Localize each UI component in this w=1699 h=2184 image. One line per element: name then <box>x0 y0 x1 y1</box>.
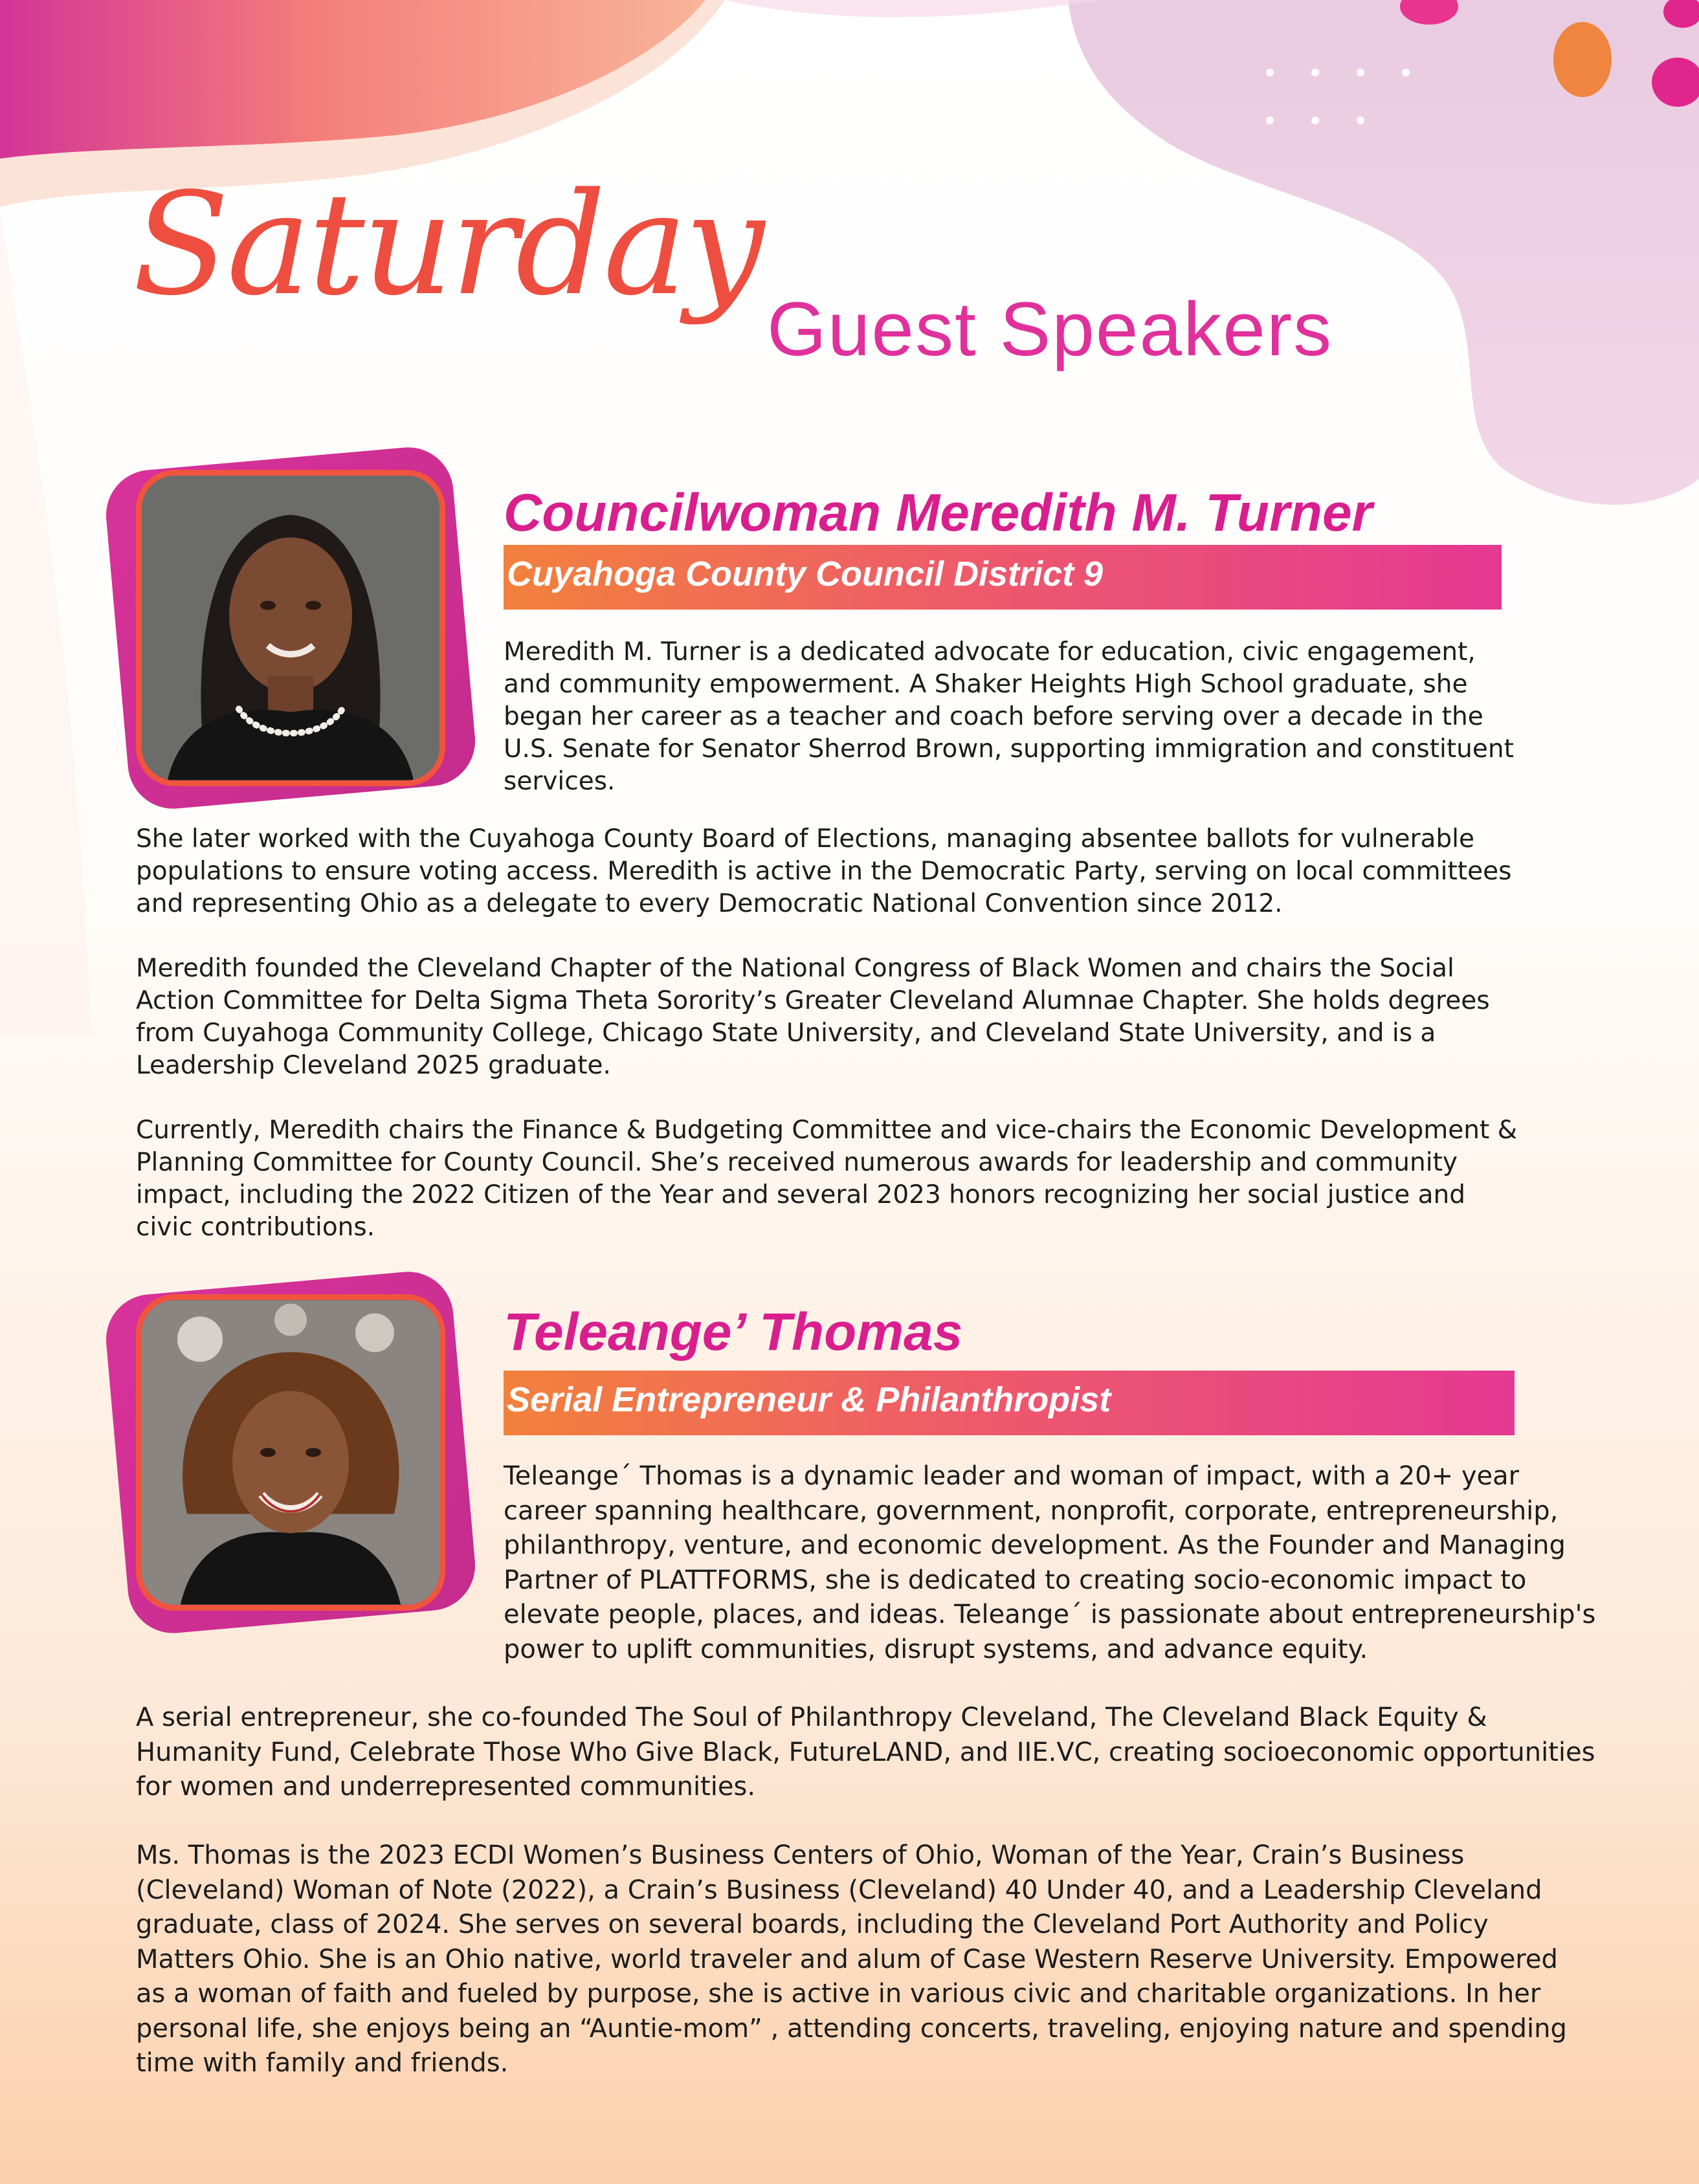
portrait-photo-icon <box>142 1300 439 1605</box>
speaker-role: Serial Entrepreneur & Philanthropist <box>507 1380 1111 1419</box>
text-line: populations to ensure voting access. Meredith is active in the Democratic Party, serving on local committees <box>136 857 1512 886</box>
text-line: philanthropy, venture, and economic development. As the Founder and Managing <box>504 1530 1566 1560</box>
text-line: Humanity Fund, Celebrate Those Who Give Black, FutureLAND, and IIE.VC, creating socioeconomic opportunities <box>136 1737 1595 1767</box>
speaker-role: Cuyahoga County Council District 9 <box>507 555 1104 593</box>
text-line: elevate people, places, and ideas. Teleange´ is passionate about entrepreneurship's <box>504 1600 1596 1629</box>
text-line: from Cuyahoga Community College, Chicago State University, and Cleveland State University, and is a <box>136 1019 1436 1048</box>
text-line: began her career as a teacher and coach before serving over a decade in the <box>504 702 1483 731</box>
text-line: personal life, she enjoys being an “Auntie-mom” , attending concerts, traveling, enjoying nature and spending <box>136 2013 1567 2044</box>
speaker-role-banner <box>504 1371 1515 1435</box>
bio-paragraph <box>136 1701 1595 1805</box>
title-script: Saturday <box>133 163 762 327</box>
text-line: and community empowerment. A Shaker Heights High School graduate, she <box>504 670 1468 699</box>
text-line: Meredith founded the Cleveland Chapter of the National Congress of Black Women and chairs the Social <box>136 954 1454 983</box>
text-line: Planning Committee for County Council. She’s received numerous awards for leadership and community <box>136 1148 1458 1177</box>
text-line: Matters Ohio. She is an Ohio native, world traveler and alum of Case Western Reserve University. Empowered <box>136 1944 1558 1974</box>
text-line: power to uplift communities, disrupt systems, and advance equity. <box>504 1634 1368 1664</box>
speaker-intro <box>504 636 1514 798</box>
text-line: Teleange´ Thomas is a dynamic leader and woman of impact, with a 20+ year <box>504 1461 1520 1491</box>
bio-paragraph <box>136 1838 1567 2081</box>
text-line: time with family and friends. <box>136 2048 509 2078</box>
text-line: services. <box>504 767 616 796</box>
text-line: and representing Ohio as a delegate to every Democratic National Convention since 2012. <box>136 889 1283 918</box>
text-line: Partner of PLATTFORMS, she is dedicated to creating socio-economic impact to <box>504 1565 1527 1595</box>
text-line: for women and underrepresented communities. <box>136 1772 756 1802</box>
speaker-photo <box>117 458 465 798</box>
text-line: as a woman of faith and fueled by purpose, she is active in various civic and charitable organizations. In her <box>136 1979 1541 2009</box>
text-line: Currently, Meredith chairs the Finance & Budgeting Committee and vice-chairs the Economic Development & <box>136 1116 1518 1145</box>
text-line: civic contributions. <box>136 1213 375 1242</box>
text-line: Meredith M. Turner is a dedicated advocate for education, civic engagement, <box>504 637 1476 667</box>
bio-paragraph <box>136 953 1490 1082</box>
text-line: (Cleveland) Woman of Note (2022), a Crain’s Business (Cleveland) 40 Under 40, and a Leadership Cleveland <box>136 1875 1542 1905</box>
bio-paragraph <box>136 1114 1517 1244</box>
speaker-name: Councilwoman Meredith M. Turner <box>504 483 1373 542</box>
text-line: A serial entrepreneur, she co-founded The Soul of Philanthropy Cleveland, The Cleveland Black Equity & <box>136 1703 1487 1732</box>
text-line: U.S. Senate for Senator Sherrod Brown, supporting immigration and constituent <box>504 734 1514 764</box>
title-main: Guest Speakers <box>767 287 1333 372</box>
speaker-name: Teleange’ Thomas <box>504 1303 963 1362</box>
speaker-role-banner <box>504 545 1502 610</box>
speaker-intro <box>504 1459 1595 1667</box>
portrait-photo-icon <box>142 476 439 780</box>
text-line: impact, including the 2022 Citizen of the Year and several 2023 honors recognizing her social justice and <box>136 1180 1465 1209</box>
text-line: graduate, class of 2024. She serves on several boards, including the Cleveland Port Authority and Policy <box>136 1910 1489 1939</box>
text-line: Action Committee for Delta Sigma Theta Sorority’s Greater Cleveland Alumnae Chapter. She holds degrees <box>136 986 1490 1015</box>
bio-paragraph <box>136 823 1511 920</box>
text-line: career spanning healthcare, government, nonprofit, corporate, entrepreneurship, <box>504 1495 1559 1526</box>
text-line: Leadership Cleveland 2025 graduate. <box>136 1051 611 1080</box>
text-line: Ms. Thomas is the 2023 ECDI Women’s Business Centers of Ohio, Woman of the Year, Crain’s Business <box>136 1840 1465 1870</box>
speaker-photo <box>117 1283 465 1622</box>
text-line: She later worked with the Cuyahoga County Board of Elections, managing absentee ballots for vulnerable <box>136 824 1474 854</box>
